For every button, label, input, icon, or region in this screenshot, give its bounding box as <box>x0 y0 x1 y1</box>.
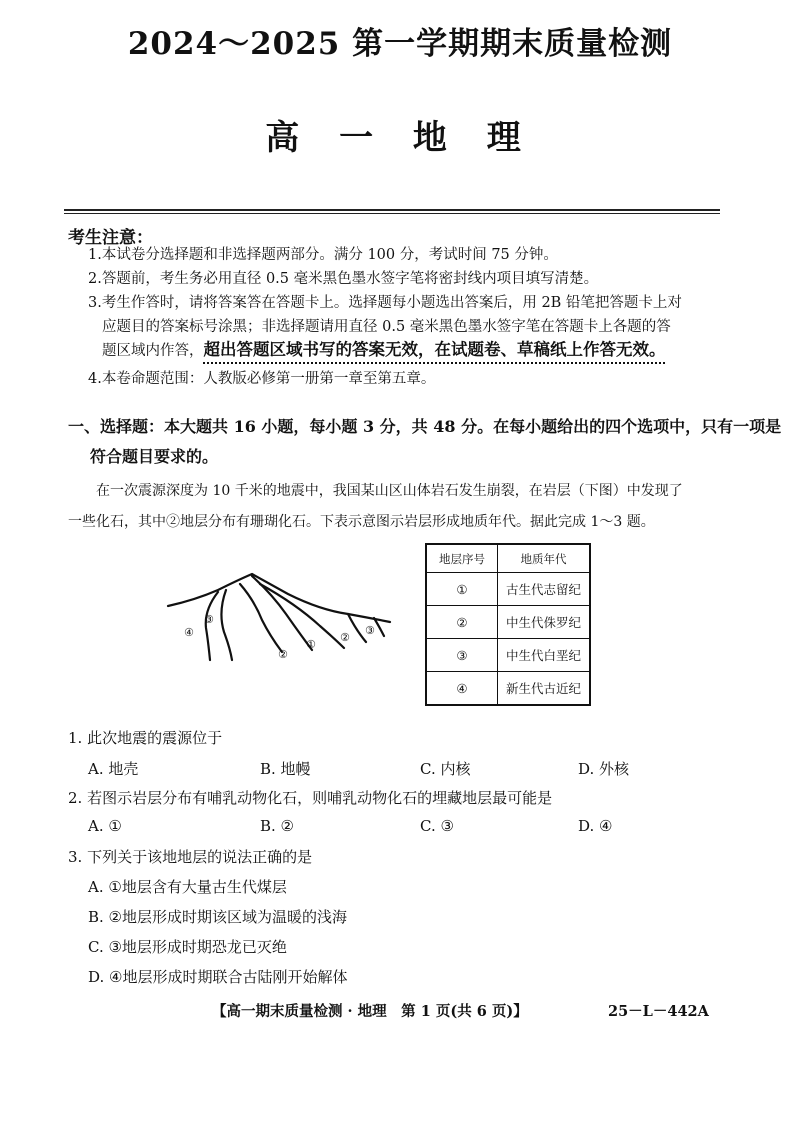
notice-item-3-end <box>102 339 666 362</box>
question-2-option-a: A. ① <box>88 817 122 835</box>
question-1-option-b: B. 地幔 <box>260 760 311 778</box>
strata-figure <box>160 570 400 675</box>
passage-line-1: 在一次震源深度为 10 千米的地震中，我国某山区山体岩石发生崩裂，在岩层（下图）中发现了 <box>96 483 683 499</box>
question-2-option-b: B. ② <box>260 817 295 835</box>
notice-emphasis: 超出答题区域书写的答案无效，在试题卷、草稿纸上作答无效。 <box>203 340 666 359</box>
question-1-option-c: C. 内核 <box>420 760 471 778</box>
table-header-order: 地层序号 <box>426 544 498 573</box>
table-cell: ④ <box>426 672 498 706</box>
question-2-option-c: C. ③ <box>420 817 454 835</box>
table-cell: 古生代志留纪 <box>498 573 591 606</box>
figure-label-6: ③ <box>365 624 375 637</box>
table-cell: 中生代侏罗纪 <box>498 606 591 639</box>
question-2-option-d: D. ④ <box>578 817 613 835</box>
question-1-option-d: D. 外核 <box>578 760 630 778</box>
table-cell: ② <box>426 606 498 639</box>
table-cell: 新生代古近纪 <box>498 672 591 706</box>
strata-table <box>425 543 591 706</box>
figure-label-3: ③ <box>204 613 214 626</box>
table-row <box>426 573 590 606</box>
passage-line-2: 一些化石，其中②地层分布有珊瑚化石。下表示意图示岩层形成地质年代。据此完成 1～3 题。 <box>68 514 655 530</box>
figure-label-1: ① <box>306 638 316 651</box>
notice-item-4: 4.本卷命题范围：人教版必修第一册第一章至第五章。 <box>88 371 436 387</box>
stratum-line-2 <box>206 592 218 660</box>
stratum-line-3 <box>221 590 232 660</box>
question-1-stem: 1. 此次地震的震源位于 <box>68 729 223 747</box>
question-3-option-a: A. ①地层含有大量古生代煤层 <box>88 878 287 896</box>
table-row <box>426 639 590 672</box>
section-heading: 一、选择题：本大题共 16 小题，每小题 3 分，共 48 分。在每小题给出的四个选项中，只有一项是 <box>68 417 782 436</box>
question-1-option-a: A. 地壳 <box>88 760 139 778</box>
notice-item-3-tail: 题区域内作答， <box>102 343 204 359</box>
table-cell: ③ <box>426 639 498 672</box>
notice-item-2: 2.答题前，考生务必用直径 0.5 毫米黑色墨水签字笔将密封线内项目填写清楚。 <box>88 271 599 287</box>
footer-code: 25－L－442A <box>608 1003 709 1020</box>
table-row <box>426 672 590 706</box>
notice-item-3: 3.考生作答时，请将答案答在答题卡上。选择题每小题选出答案后，用 2B 铅笔把答题卡上对 <box>88 295 682 311</box>
top-divider-thin <box>64 213 720 214</box>
question-3-stem: 3. 下列关于该地地层的说法正确的是 <box>68 848 313 866</box>
figure-label-2: ② <box>278 648 288 661</box>
subject-title: 高 一 地 理 <box>265 118 535 158</box>
question-3-option-b: B. ②地层形成时期该区域为温暖的浅海 <box>88 908 348 926</box>
stratum-line-1 <box>168 574 390 622</box>
table-row <box>426 606 590 639</box>
figure-label-5: ② <box>340 631 350 644</box>
section-heading-cont: 符合题目要求的。 <box>90 447 219 466</box>
notice-heading: 考生注意： <box>68 228 153 248</box>
stratum-line-7 <box>348 614 366 642</box>
notice-item-3-cont: 应题目的答案标号涂黑；非选择题请用直径 0.5 毫米黑色墨水签字笔在答题卡上各题的答 <box>102 319 671 335</box>
table-cell: 中生代白垩纪 <box>498 639 591 672</box>
question-3-option-d: D. ④地层形成时期联合古陆刚开始解体 <box>88 968 348 986</box>
notice-item-1: 1.本试卷分选择题和非选择题两部分。满分 100 分，考试时间 75 分钟。 <box>88 247 558 263</box>
exam-title: 2024～2025 第一学期期末质量检测 <box>127 26 673 62</box>
table-header-era: 地质年代 <box>498 544 591 573</box>
figure-label-4: ④ <box>184 626 194 639</box>
table-cell: ① <box>426 573 498 606</box>
question-2-stem: 2. 若图示岩层分布有哺乳动物化石，则哺乳动物化石的埋藏地层最可能是 <box>68 789 553 807</box>
question-3-option-c: C. ③地层形成时期恐龙已灭绝 <box>88 938 287 956</box>
top-divider <box>64 209 720 211</box>
footer-page-info: 【高一期末质量检测 · 地理 第 1 页(共 6 页)】 <box>212 1003 528 1020</box>
